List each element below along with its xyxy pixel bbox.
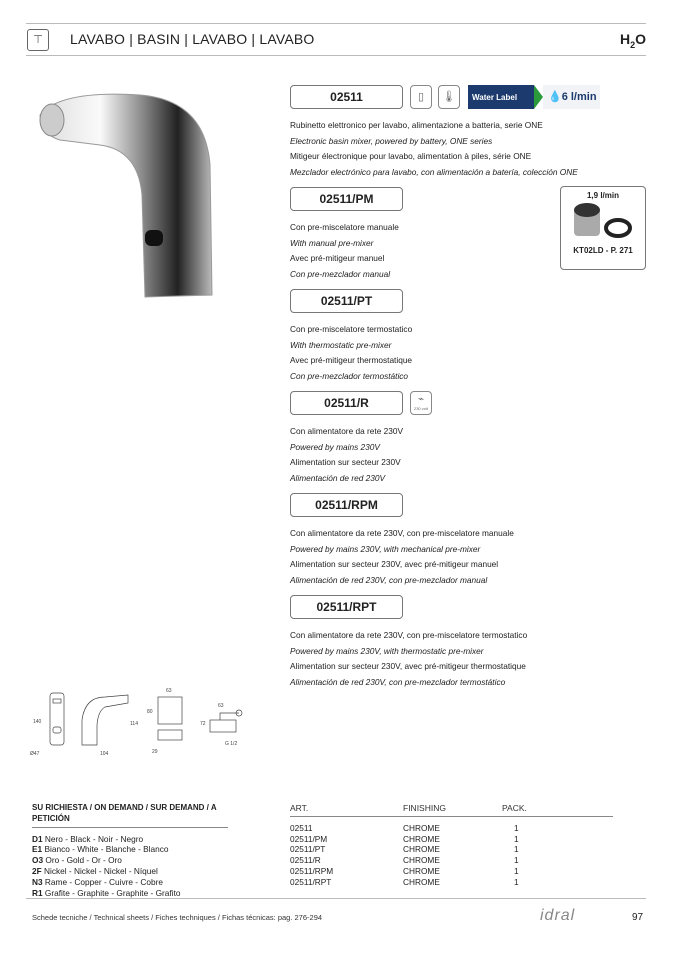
product-02511-r xyxy=(290,391,428,486)
product-02511-rpt xyxy=(290,595,527,690)
divider xyxy=(26,55,646,56)
water-label-flow: 💧6 l/min xyxy=(543,85,600,109)
article-table xyxy=(290,803,613,888)
finish-item: 2F Nickel - Nickel - Nickel - Níquel xyxy=(32,865,158,876)
table-row: 02511/RPT CHROME 1 xyxy=(290,876,519,887)
product-description: Con pre-miscelatore manuale With manual pre-mixer Avec pré-mitigeur manuel Con pre-mezclador manual xyxy=(290,222,399,279)
kit-ref: KT02LD - P. 271 xyxy=(573,246,633,255)
arrow-icon xyxy=(534,85,543,109)
product-description: Rubinetto elettronico per lavabo, alimentazione a batteria, serie ONE Electronic basin mixer, powered by battery, ONE series Mitigeur électronique pour lavabo, alimentation à piles, série ONE Mezclador electrónico para lavabo, con alimentación a batería, colección ONE xyxy=(290,120,578,177)
product-02511-pt xyxy=(290,289,412,384)
footer-text: Schede tecniche / Technical sheets / Fiches techniques / Fichas técnicas: pag. 276-294 xyxy=(32,913,323,922)
svg-text:140: 140 xyxy=(33,719,42,725)
divider xyxy=(26,23,646,24)
product-description: Con alimentatore da rete 230V, con pre-miscelatore termostatico Powered by mains 230V, with thermostatic pre-mixer Alimentation sur secteur 230V, avec pré-mitigeur thermostatique Alimentación de red 230V, con pre-mezclador termostático xyxy=(290,630,528,687)
table-row: 02511 CHROME 1 xyxy=(290,822,519,833)
product-code: 02511/RPM xyxy=(290,493,403,517)
faucet-image xyxy=(30,85,220,305)
on-demand-title: SU RICHIESTA / ON DEMAND / SUR DEMAND / A PETICIÓN xyxy=(32,803,228,828)
mains-plug-icon: ⌁ 230 volt xyxy=(410,391,432,415)
svg-text:72: 72 xyxy=(200,721,206,727)
table-row: 02511/PM CHROME 1 xyxy=(290,833,519,844)
svg-text:29: 29 xyxy=(152,749,158,755)
kit-flow: 1,9 l/min xyxy=(586,191,619,200)
h2o-mark: $H_2O$ xyxy=(619,31,646,50)
finish-item: N3 Rame - Copper - Cuivre - Cobre xyxy=(32,876,163,887)
finish-item: D1 Nero - Black - Noir - Negro xyxy=(32,833,144,844)
finish-item: E1 Bianco - White - Blanche - Blanco xyxy=(32,844,169,855)
product-code: 02511/PT xyxy=(290,289,403,313)
water-label-badge xyxy=(468,85,600,109)
product-code: 02511/R xyxy=(290,391,403,415)
finish-item: R1 Grafite - Graphite - Graphite - Grafito xyxy=(32,887,181,898)
technical-drawing xyxy=(25,685,255,760)
aerator-kit-box xyxy=(560,186,646,270)
product-02511 xyxy=(290,85,597,180)
product-02511-rpm xyxy=(290,493,514,588)
page-title: LAVABO | BASIN | LAVABO | LAVABO xyxy=(70,31,315,47)
table-row: 02511/PT CHROME 1 xyxy=(290,844,519,855)
product-code: 02511 xyxy=(290,85,403,109)
svg-text:80: 80 xyxy=(147,709,153,715)
product-description: Con alimentatore da rete 230V, con pre-miscelatore manuale Powered by mains 230V, with mechanical pre-mixer Alimentation sur secteur 230V, avec pré-mitigeur manuel Alimentación de red 230V, con pre-mezclador manual xyxy=(290,528,514,585)
product-02511-pm xyxy=(290,187,403,282)
page-number: 97 xyxy=(632,912,644,923)
thermometer-icon: 🌡 xyxy=(438,85,460,109)
svg-text:Ø47: Ø47 xyxy=(30,751,40,757)
table-row: 02511/R CHROME 1 xyxy=(290,855,519,866)
idral-logo: idral xyxy=(540,907,576,924)
product-code: 02511/PM xyxy=(290,187,403,211)
drop-icon: 💧 xyxy=(548,91,562,103)
table-row: 02511/RPM CHROME 1 xyxy=(290,865,519,876)
table-header: ART. FINISHING PACK. xyxy=(290,803,613,817)
product-description: Con pre-miscelatore termostatico With thermostatic pre-mixer Avec pré-mitigeur thermostatique Con pre-mezclador termostático xyxy=(290,324,413,381)
svg-text:G 1/2: G 1/2 xyxy=(225,741,238,747)
svg-text:114: 114 xyxy=(130,721,138,727)
svg-text:104: 104 xyxy=(100,751,109,757)
aerator-icon xyxy=(568,200,638,244)
battery-icon: ▯ xyxy=(410,85,432,109)
on-demand-finishes xyxy=(32,803,228,898)
svg-text:63: 63 xyxy=(218,703,224,709)
divider xyxy=(26,898,646,899)
finish-item: O3 Oro - Gold - Or - Oro xyxy=(32,855,122,866)
svg-text:63: 63 xyxy=(166,688,172,694)
water-label-brand: Water Label xyxy=(468,85,534,109)
tap-icon: ⊤ xyxy=(27,29,49,51)
product-code: 02511/RPT xyxy=(290,595,403,619)
product-description: Con alimentatore da rete 230V Powered by mains 230V Alimentation sur secteur 230V Alimentación de red 230V xyxy=(290,426,404,483)
